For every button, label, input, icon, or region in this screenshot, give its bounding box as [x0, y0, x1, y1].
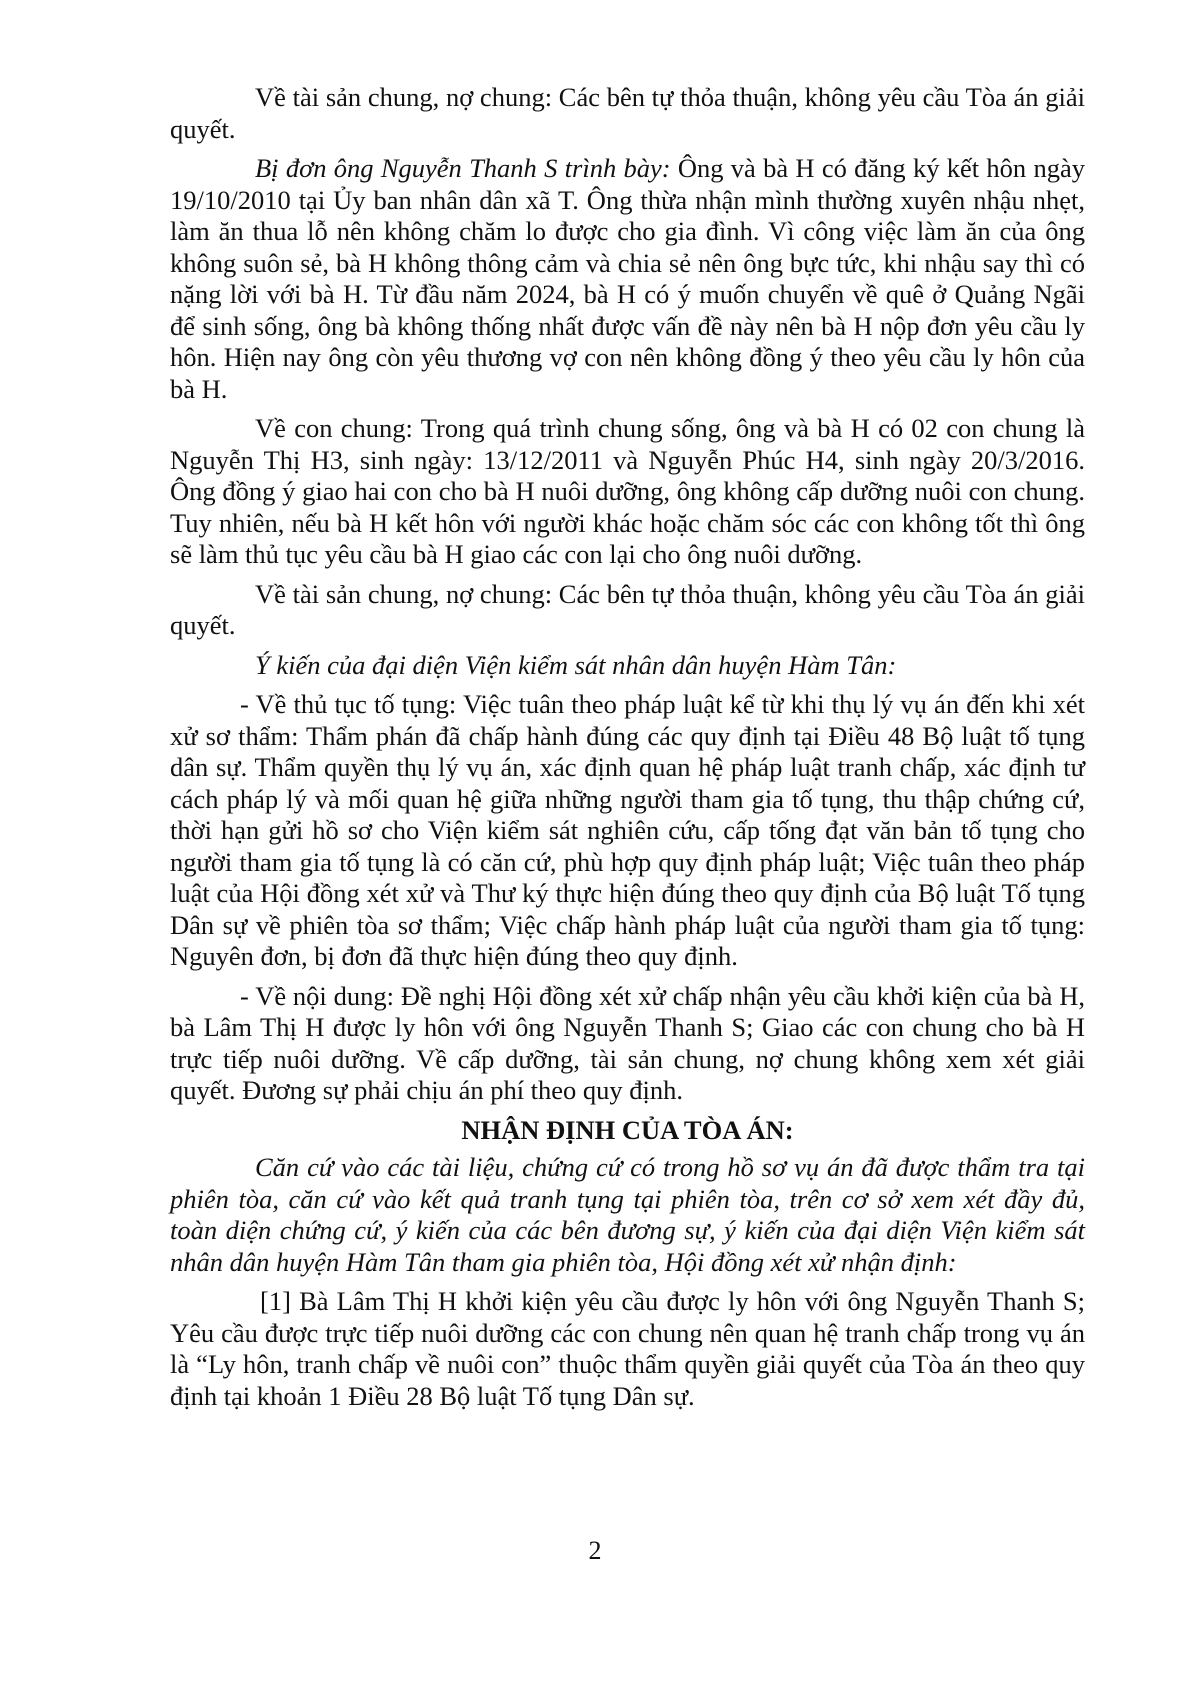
paragraph-common-children: Về con chung: Trong quá trình chung sống, ông và bà H có 02 con chung là Nguyễn Thị H3, sinh ngày: 13/12/2011 và Nguyễn Phúc H4, sinh ngày 20/3/2016. Ông đồng ý giao hai con cho bà H nuôi dưỡng, ông không cấp dưỡng nuôi con chung. Tuy nhiên, nếu bà H kết hôn với người khác hoặc chăm sóc các con không tốt thì ông sẽ làm thủ tục yêu cầu bà H giao các con lại cho ông nuôi dưỡng. — [170, 413, 1085, 569]
paragraph-content: - Về nội dung: Đề nghị Hội đồng xét xử chấp nhận yêu cầu khởi kiện của bà H, bà Lâm Thị H được ly hôn với ông Nguyễn Thanh S; Giao các con chung cho bà H trực tiếp nuôi dưỡng. Về cấp dưỡng, tài sản chung, nợ chung không xem xét giải quyết. Đương sự phải chịu án phí theo quy định. — [170, 980, 1085, 1105]
paragraph-procedure: - Về thủ tục tố tụng: Việc tuân theo pháp luật kể từ khi thụ lý vụ án đến khi xét xử sơ thẩm: Thẩm phán đã chấp hành đúng các quy định tại Điều 48 Bộ luật tố tụng dân sự. Thẩm quyền thụ lý vụ án, xác định quan hệ pháp luật tranh chấp, xác định tư cách pháp lý và mối quan hệ giữa những người tham gia tố tụng, thu thập chứng cứ, thời hạn gửi hồ sơ cho Viện kiểm sát nghiên cứu, cấp tống đạt văn bản tố tụng cho người tham gia tố tụng là có căn cứ, phù hợp quy định pháp luật; Việc tuân theo pháp luật của Hội đồng xét xử và Thư ký thực hiện đúng theo quy định của Bộ luật Tố tụng Dân sự về phiên tòa sơ thẩm; Việc chấp hành pháp luật của người tham gia tố tụng: Nguyên đơn, bị đơn đã thực hiện đúng theo quy định. — [170, 689, 1085, 971]
page-number: 2 — [588, 1536, 602, 1565]
paragraph-court-assessment-intro — [170, 1152, 1085, 1278]
paragraph-procuracy-opinion-heading — [170, 650, 1085, 682]
document-page — [170, 82, 1085, 1420]
procuracy-opinion-heading: Ý kiến của đại diện Viện kiểm sát nhân dân huyện Hàm Tân: — [255, 649, 897, 680]
section-heading: NHẬN ĐỊNH CỦA TÒA ÁN: — [461, 1114, 794, 1145]
paragraph-common-property-2: Về tài sản chung, nợ chung: Các bên tự thỏa thuận, không yêu cầu Tòa án giải quyết. — [170, 578, 1085, 640]
court-assessment-intro-text: Căn cứ vào các tài liệu, chứng cứ có trong hồ sơ vụ án đã được thẩm tra tại phiên tòa, căn cứ vào kết quả tranh tụng tại phiên tòa, trên cơ sở xem xét đầy đủ, toàn diện chứng cứ, ý kiến của các bên đương sự, ý kiến của đại diện Viện kiểm sát nhân dân huyện Hàm Tân tham gia phiên tòa, Hội đồng xét xử nhận định: — [170, 1152, 1085, 1277]
paragraph-common-property-1: Về tài sản chung, nợ chung: Các bên tự thỏa thuận, không yêu cầu Tòa án giải quyết. — [170, 82, 1085, 144]
paragraph-defendant-statement — [170, 153, 1085, 405]
paragraph-assessment-1: [1] Bà Lâm Thị H khởi kiện yêu cầu được ly hôn với ông Nguyễn Thanh S; Yêu cầu được trực tiếp nuôi dưỡng các con chung nên quan hệ tranh chấp trong vụ án là “Ly hôn, tranh chấp về nuôi con” thuộc thẩm quyền giải quyết của Tòa án theo quy định tại khoản 1 Điều 28 Bộ luật Tố tụng Dân sự. — [170, 1286, 1085, 1411]
defendant-statement-body: Ông và bà H có đăng ký kết hôn ngày 19/10/2010 tại Ủy ban nhân dân xã T. Ông thừa nhận mình thường xuyên nhậu nhẹt, làm ăn thua lỗ nên không chăm lo được cho gia đình. Vì công việc làm ăn của ông không suôn sẻ, bà H không thông cảm và chia sẻ nên ông bực tức, khi nhậu say thì có nặng lời với bà H. Từ đầu năm 2024, bà H có ý muốn chuyển về quê ở Quảng Ngãi để sinh sống, ông bà không thống nhất được vấn đề này nên bà H nộp đơn yêu cầu ly hôn. Hiện nay ông còn yêu thương vợ con nên không đồng ý theo yêu cầu ly hôn của bà H. — [170, 153, 1085, 404]
defendant-statement-lead: Bị đơn ông Nguyễn Thanh S trình bày: — [255, 153, 671, 183]
